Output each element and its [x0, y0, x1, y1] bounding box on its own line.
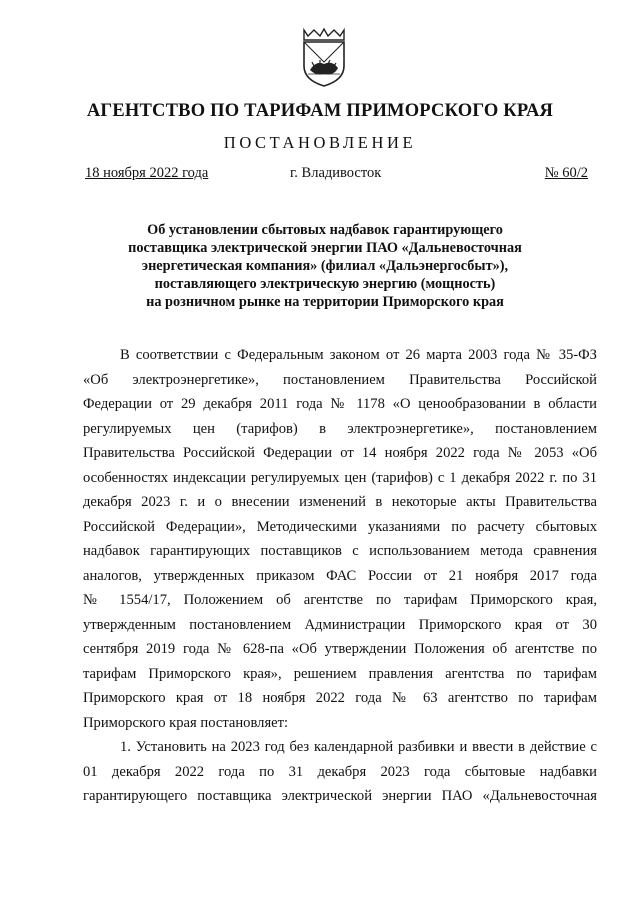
- body-line: гарантирующего поставщика электрической энергии ПАО «Дальневосточная: [83, 788, 597, 804]
- body-line: особенностях индексации регулируемых цен (тарифов) с 1 декабря 2022 г. по 31: [83, 469, 597, 486]
- title-line: энергетическая компания» (филиал «Дальэнергосбыт»),: [141, 258, 509, 274]
- body-line: утвержденным постановлением Администрации Приморского края от 30: [83, 616, 597, 633]
- body-line: декабря 2023 г. и о внесении изменений в некоторые акты Правительства: [83, 494, 597, 510]
- body-line: Российской Федерации», Методическими указаниями по расчету сбытовых: [83, 518, 597, 535]
- body-line: Приморского края постановляет:: [83, 714, 289, 731]
- agency-name: АГЕНТСТВО ПО ТАРИФАМ ПРИМОРСКОГО КРАЯ: [86, 101, 554, 121]
- document-type: ПОСТАНОВЛЕНИЕ: [223, 133, 417, 152]
- title-line: Об установлении сбытовых надбавок гарантирующего: [147, 222, 503, 238]
- body-line: сентября 2019 года № 628-па «Об утверждении Положения об агентстве по: [83, 641, 597, 657]
- body-line: тарифам Приморского края», решением правления агентства по тарифам: [83, 665, 597, 682]
- document-date: 18 ноября 2022 года: [85, 165, 209, 181]
- document-city: г. Владивосток: [290, 165, 382, 181]
- body-line: регулируемых цен (тарифов) в электроэнергетике», постановлением: [83, 420, 597, 437]
- body-line: 01 декабря 2022 года по 31 декабря 2023 года сбытовые надбавки: [83, 763, 597, 780]
- title-line: поставляющего электрическую энергию (мощность): [154, 276, 496, 292]
- document-number: № 60/2: [544, 165, 588, 181]
- body-line: аналогов, утвержденных приказом ФАС России от 21 ноября 2017 года: [83, 567, 597, 584]
- body-line: Приморского края от 18 ноября 2022 года № 63 агентство по тарифам: [83, 690, 597, 706]
- coat-of-arms-icon: [298, 26, 350, 88]
- body-line: Правительства Российской Федерации от 14 ноября 2022 года № 2053 «Об: [83, 445, 597, 461]
- body-line: № 1554/17, Положением об агентстве по тарифам Приморского края,: [83, 592, 597, 608]
- body-line: В соответствии с Федеральным законом от 26 марта 2003 года № 35-ФЗ: [120, 347, 597, 363]
- title-line: поставщика электрической энергии ПАО «Дальневосточная: [128, 240, 522, 256]
- body-line: надбавок гарантирующих поставщиков с использованием метода сравнения: [83, 543, 597, 559]
- body-line: 1. Установить на 2023 год без календарной разбивки и ввести в действие с: [120, 739, 597, 755]
- title-line: на розничном рынке на территории Приморского края: [146, 294, 504, 310]
- body-line: «Об электроэнергетике», постановлением Правительства Российской: [83, 371, 597, 388]
- document-body: [83, 343, 597, 809]
- body-line: Федерации от 29 декабря 2011 года № 1178 «О ценообразовании в области: [83, 396, 597, 412]
- document-title: [80, 221, 570, 311]
